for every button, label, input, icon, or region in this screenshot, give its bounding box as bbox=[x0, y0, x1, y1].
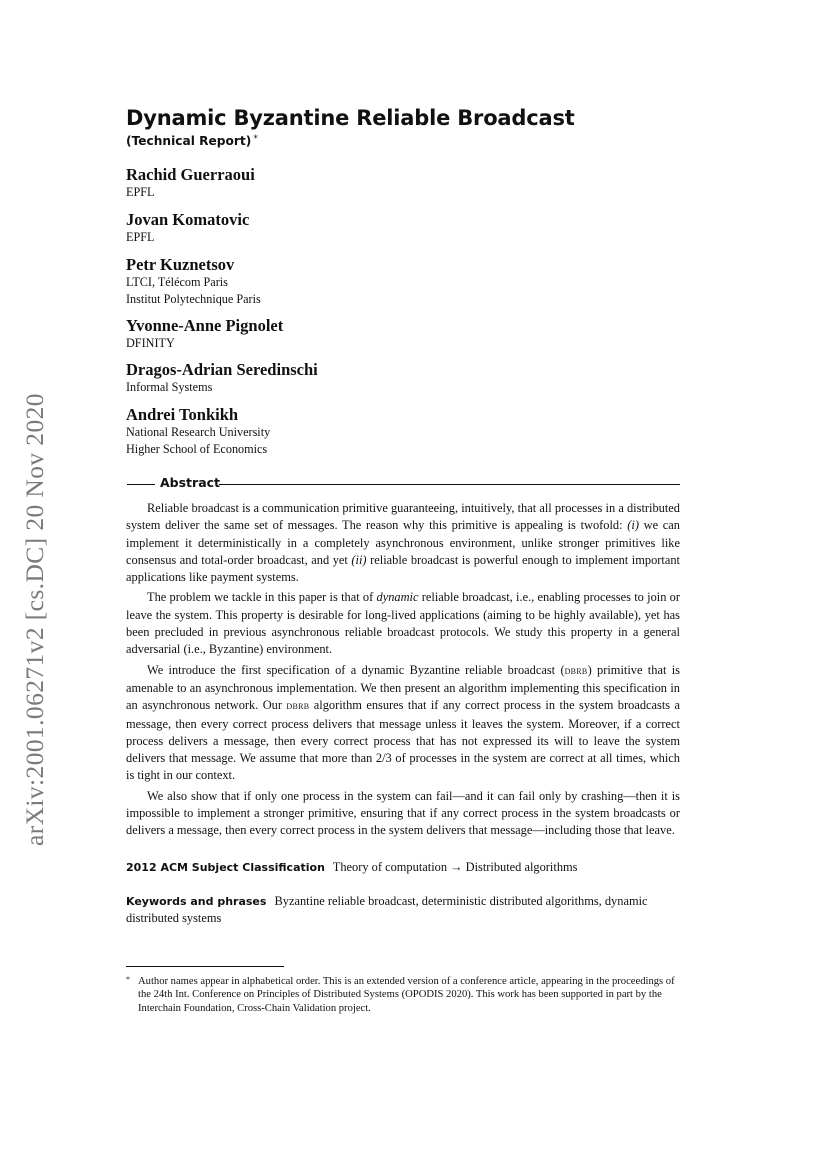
author-name: Yvonne-Anne Pignolet bbox=[126, 316, 284, 335]
author-affiliation: LTCI, Télécom Paris bbox=[126, 275, 228, 289]
keywords-label: Keywords and phrases bbox=[126, 895, 267, 908]
acm-text: Theory of computation → Distributed algorithms bbox=[332, 860, 578, 874]
italic-run: (i) bbox=[627, 518, 639, 533]
arxiv-side-stamp: arXiv:2001.06271v2 [cs.DC] 20 Nov 2020 bbox=[20, 393, 49, 846]
acm-classification bbox=[126, 859, 680, 876]
text-run: reliable broadcast is powerful enough to implement important applications like payment systems. bbox=[126, 552, 680, 585]
author-affiliation: EPFL bbox=[126, 230, 155, 244]
footnote-rule bbox=[126, 966, 284, 967]
author-affiliation: Institut Polytechnique Paris bbox=[126, 291, 261, 306]
author-block bbox=[126, 316, 283, 352]
subtitle-text: (Technical Report) bbox=[126, 134, 252, 148]
author-affiliation: National Research University bbox=[126, 425, 271, 439]
text-run: we can implement it deterministically in a completely asynchronous environment, unlike stronger primitives like consensus and total-order broadcast, and yet bbox=[126, 518, 681, 567]
paper-title: Dynamic Byzantine Reliable Broadcast bbox=[126, 106, 575, 130]
abstract-paragraph: We also show that if only one process in the system can fail—and it can fail only by crashing—then it is impossible to implement a stronger primitive, ensuring that if any correct process in the system broadcasts or delivers a message, then every correct process in the system delivers that message—including those that leave. bbox=[126, 788, 680, 838]
abstract-rule-right bbox=[219, 484, 680, 485]
author-block bbox=[126, 405, 270, 457]
footnote-mark: * bbox=[126, 975, 130, 984]
text-run: reliable broadcast, i.e., enabling processes to join or leave the system. This property is desirable for long-lived applications (aiming to be highly available), yet has been precluded in previous asynchronous reliable broadcast protocols. We study this property in a general adversarial (i.e., Byzantine) environment. bbox=[126, 590, 681, 657]
paper-subtitle bbox=[126, 134, 258, 148]
text-run: ) primitive that is amenable to an asynchronous implementation. We then present an algorithm implementing this specification in an asynchronous network. Our bbox=[126, 662, 680, 713]
author-affiliation: Informal Systems bbox=[126, 380, 213, 394]
subtitle-footnote-mark: * bbox=[253, 134, 258, 144]
author-name: Andrei Tonkikh bbox=[126, 405, 239, 424]
text-run: algorithm ensures that if any correct process in the system broadcasts a message, then every correct process delivers that message unless it leaves the system. Moreover, if a correct process delivers a message, then every correct process that has not expressed its will to leave the system delivers that message. We assume that more than 2/3 of processes in the system are correct at all times, which is tight in our context. bbox=[126, 698, 680, 783]
abstract-body bbox=[126, 500, 680, 840]
author-name: Rachid Guerraoui bbox=[126, 165, 255, 184]
author-name: Jovan Komatovic bbox=[126, 210, 250, 229]
abstract-rule-left bbox=[127, 484, 155, 485]
italic-run: dynamic bbox=[376, 590, 419, 605]
text-run: We introduce the first specification of a dynamic Byzantine reliable broadcast ( bbox=[147, 662, 565, 677]
acm-label: 2012 ACM Subject Classification bbox=[126, 861, 325, 874]
abstract-paragraph bbox=[126, 589, 680, 658]
author-name: Dragos-Adrian Seredinschi bbox=[126, 360, 318, 379]
author-affiliation: Higher School of Economics bbox=[126, 441, 268, 456]
abstract-heading-label: Abstract bbox=[160, 475, 221, 490]
author-name: Petr Kuznetsov bbox=[126, 255, 235, 274]
keywords bbox=[126, 893, 680, 928]
text-run: Reliable broadcast is a communication primitive guaranteeing, intuitively, that all processes in a distributed system deliver the same set of messages. The reason why this primitive is appealing is twofold: bbox=[126, 501, 680, 533]
footnote bbox=[126, 975, 680, 1015]
author-block bbox=[126, 360, 318, 396]
abstract-heading bbox=[126, 475, 680, 493]
author-block bbox=[126, 210, 249, 246]
author-affiliation: EPFL bbox=[126, 185, 155, 199]
author-block bbox=[126, 165, 255, 201]
author-block bbox=[126, 255, 261, 307]
abstract-paragraph bbox=[126, 662, 680, 785]
author-affiliation: DFINITY bbox=[126, 336, 175, 350]
acronym-dbrb: dbrb bbox=[286, 700, 310, 713]
text-run: The problem we tackle in this paper is that of bbox=[147, 590, 377, 605]
footnote-text: Author names appear in alphabetical order. This is an extended version of a conference article, appearing in the proceedings of the 24th Int. Conference on Principles of Distributed Systems (OPODIS 2020). This work has been supported in part by the Interchain Foundation, Cross-Chain Validation project. bbox=[138, 976, 675, 1014]
italic-run: (ii) bbox=[351, 552, 367, 567]
abstract-paragraph bbox=[126, 500, 680, 586]
keywords-text: Byzantine reliable broadcast, deterministic distributed algorithms, dynamic distributed systems bbox=[126, 894, 648, 926]
acronym-dbrb: dbrb bbox=[564, 664, 588, 677]
